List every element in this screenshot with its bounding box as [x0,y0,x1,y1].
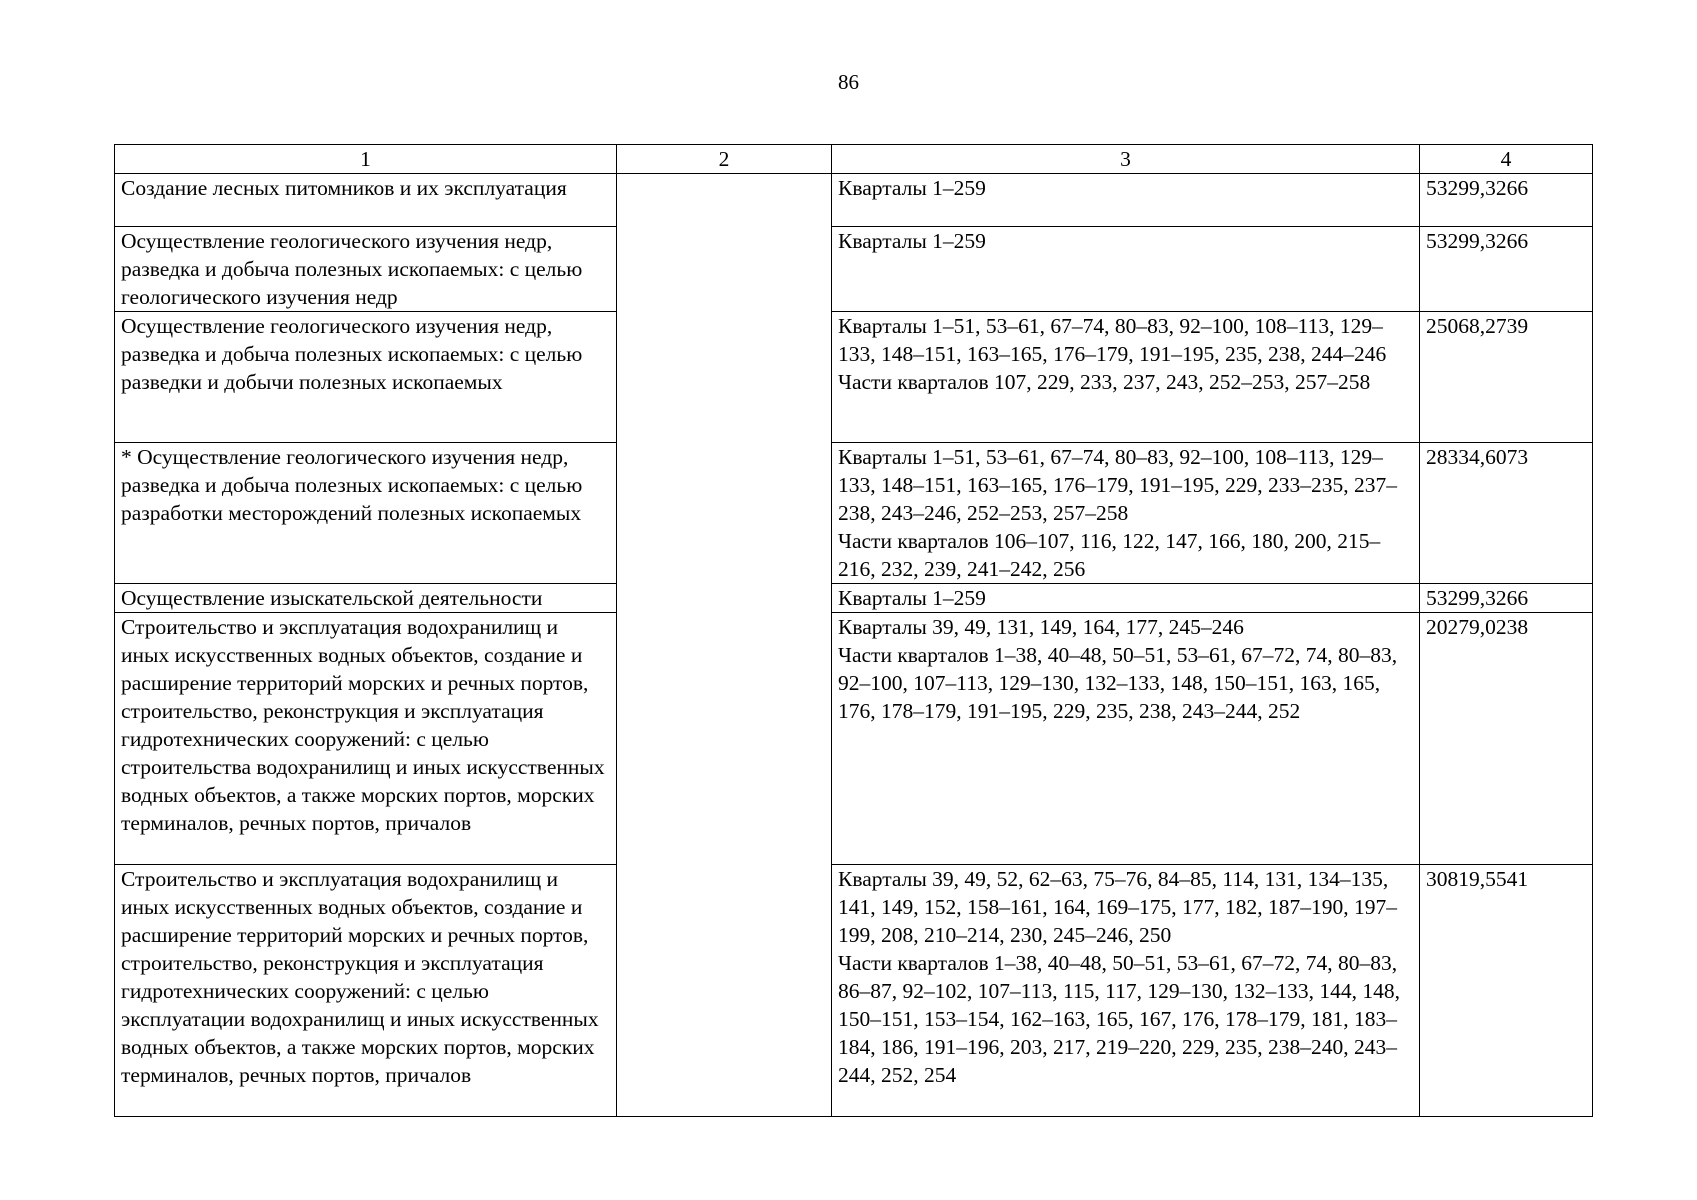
area-cell: 28334,6073 [1420,443,1593,584]
area-cell: 25068,2739 [1420,312,1593,443]
location-cell [832,613,1420,865]
location-line: Кварталы 1–259 [838,586,986,610]
table-row [115,227,1593,312]
table-row [115,312,1593,443]
column-header-1: 1 [115,145,617,174]
activity-cell: * Осуществление геологического изучения недр, разведка и добыча полезных ископаемых: с целью разработки месторождений полезных ископаемых [115,443,617,584]
location-cell [832,227,1420,312]
location-cell [832,865,1420,1117]
location-cell [832,174,1420,227]
table-row [115,613,1593,865]
location-line: Части кварталов 1–38, 40–48, 50–51, 53–61, 67–72, 74, 80–83, 86–87, 92–102, 107–113, 115, 117, 129–130, 132–133, 144, 148, 150–151, 153–154, 162–163, 165, 167, 176, 178–179, 181, 183–184, 186, 191–196, 203, 217, 219–220, 229, 235, 238–240, 243–244, 252, 254 [838,951,1400,1087]
location-line: Части кварталов 106–107, 116, 122, 147, 166, 180, 200, 215–216, 232, 239, 241–242, 256 [838,529,1381,581]
area-cell: 53299,3266 [1420,227,1593,312]
location-line: Части кварталов 107, 229, 233, 237, 243, 252–253, 257–258 [838,370,1371,394]
activity-cell: Строительство и эксплуатация водохранилищ и иных искусственных водных объектов, создание и расширение территорий морских и речных портов, строительство, реконструкция и эксплуатация гидротехнических сооружений: с целью эксплуатации водохранилищ и иных искусственных водных объектов, а также морских портов, морских терминалов, речных портов, причалов [115,865,617,1117]
location-cell [832,312,1420,443]
table-row [115,443,1593,584]
location-cell [832,584,1420,613]
location-line: Кварталы 1–51, 53–61, 67–74, 80–83, 92–100, 108–113, 129–133, 148–151, 163–165, 176–179, 191–195, 229, 233–235, 237–238, 243–246, 252–253, 257–258 [838,445,1397,525]
location-line: Кварталы 1–51, 53–61, 67–74, 80–83, 92–100, 108–113, 129–133, 148–151, 163–165, 176–179, 191–195, 235, 238, 244–246 [838,314,1387,366]
area-cell: 20279,0238 [1420,613,1593,865]
activity-cell: Осуществление изыскательской деятельности [115,584,617,613]
activity-cell: Создание лесных питомников и их эксплуатация [115,174,617,227]
header-row [115,145,1593,174]
location-cell [832,443,1420,584]
column-header-3: 3 [832,145,1420,174]
column-header-4: 4 [1420,145,1593,174]
area-cell: 53299,3266 [1420,174,1593,227]
forest-use-table [114,144,1593,1117]
activity-cell: Строительство и эксплуатация водохранилищ и иных искусственных водных объектов, создание и расширение территорий морских и речных портов, строительство, реконструкция и эксплуатация гидротехнических сооружений: с целью строительства водохранилищ и иных искусственных водных объектов, а также морских портов, морских терминалов, речных портов, причалов [115,613,617,865]
location-line: Кварталы 39, 49, 52, 62–63, 75–76, 84–85, 114, 131, 134–135, 141, 149, 152, 158–161, 164, 169–175, 177, 182, 187–190, 197–199, 208, 210–214, 230, 245–246, 250 [838,867,1397,947]
page-number: 86 [838,70,859,94]
area-cell: 30819,5541 [1420,865,1593,1117]
column-header-2: 2 [617,145,832,174]
location-line: Части кварталов 1–38, 40–48, 50–51, 53–61, 67–72, 74, 80–83, 92–100, 107–113, 129–130, 132–133, 148, 150–151, 163, 165, 176, 178–179, 191–195, 229, 235, 238, 243–244, 252 [838,643,1398,723]
area-cell: 53299,3266 [1420,584,1593,613]
activity-cell: Осуществление геологического изучения недр, разведка и добыча полезных ископаемых: с целью разведки и добычи полезных ископаемых [115,312,617,443]
location-line: Кварталы 1–259 [838,229,986,253]
table-row [115,584,1593,613]
table-row [115,174,1593,227]
column-2-cell [617,174,832,1117]
location-line: Кварталы 39, 49, 131, 149, 164, 177, 245–246 [838,615,1244,639]
table-row [115,865,1593,1117]
location-line: Кварталы 1–259 [838,176,986,200]
activity-cell: Осуществление геологического изучения недр, разведка и добыча полезных ископаемых: с целью геологического изучения недр [115,227,617,312]
